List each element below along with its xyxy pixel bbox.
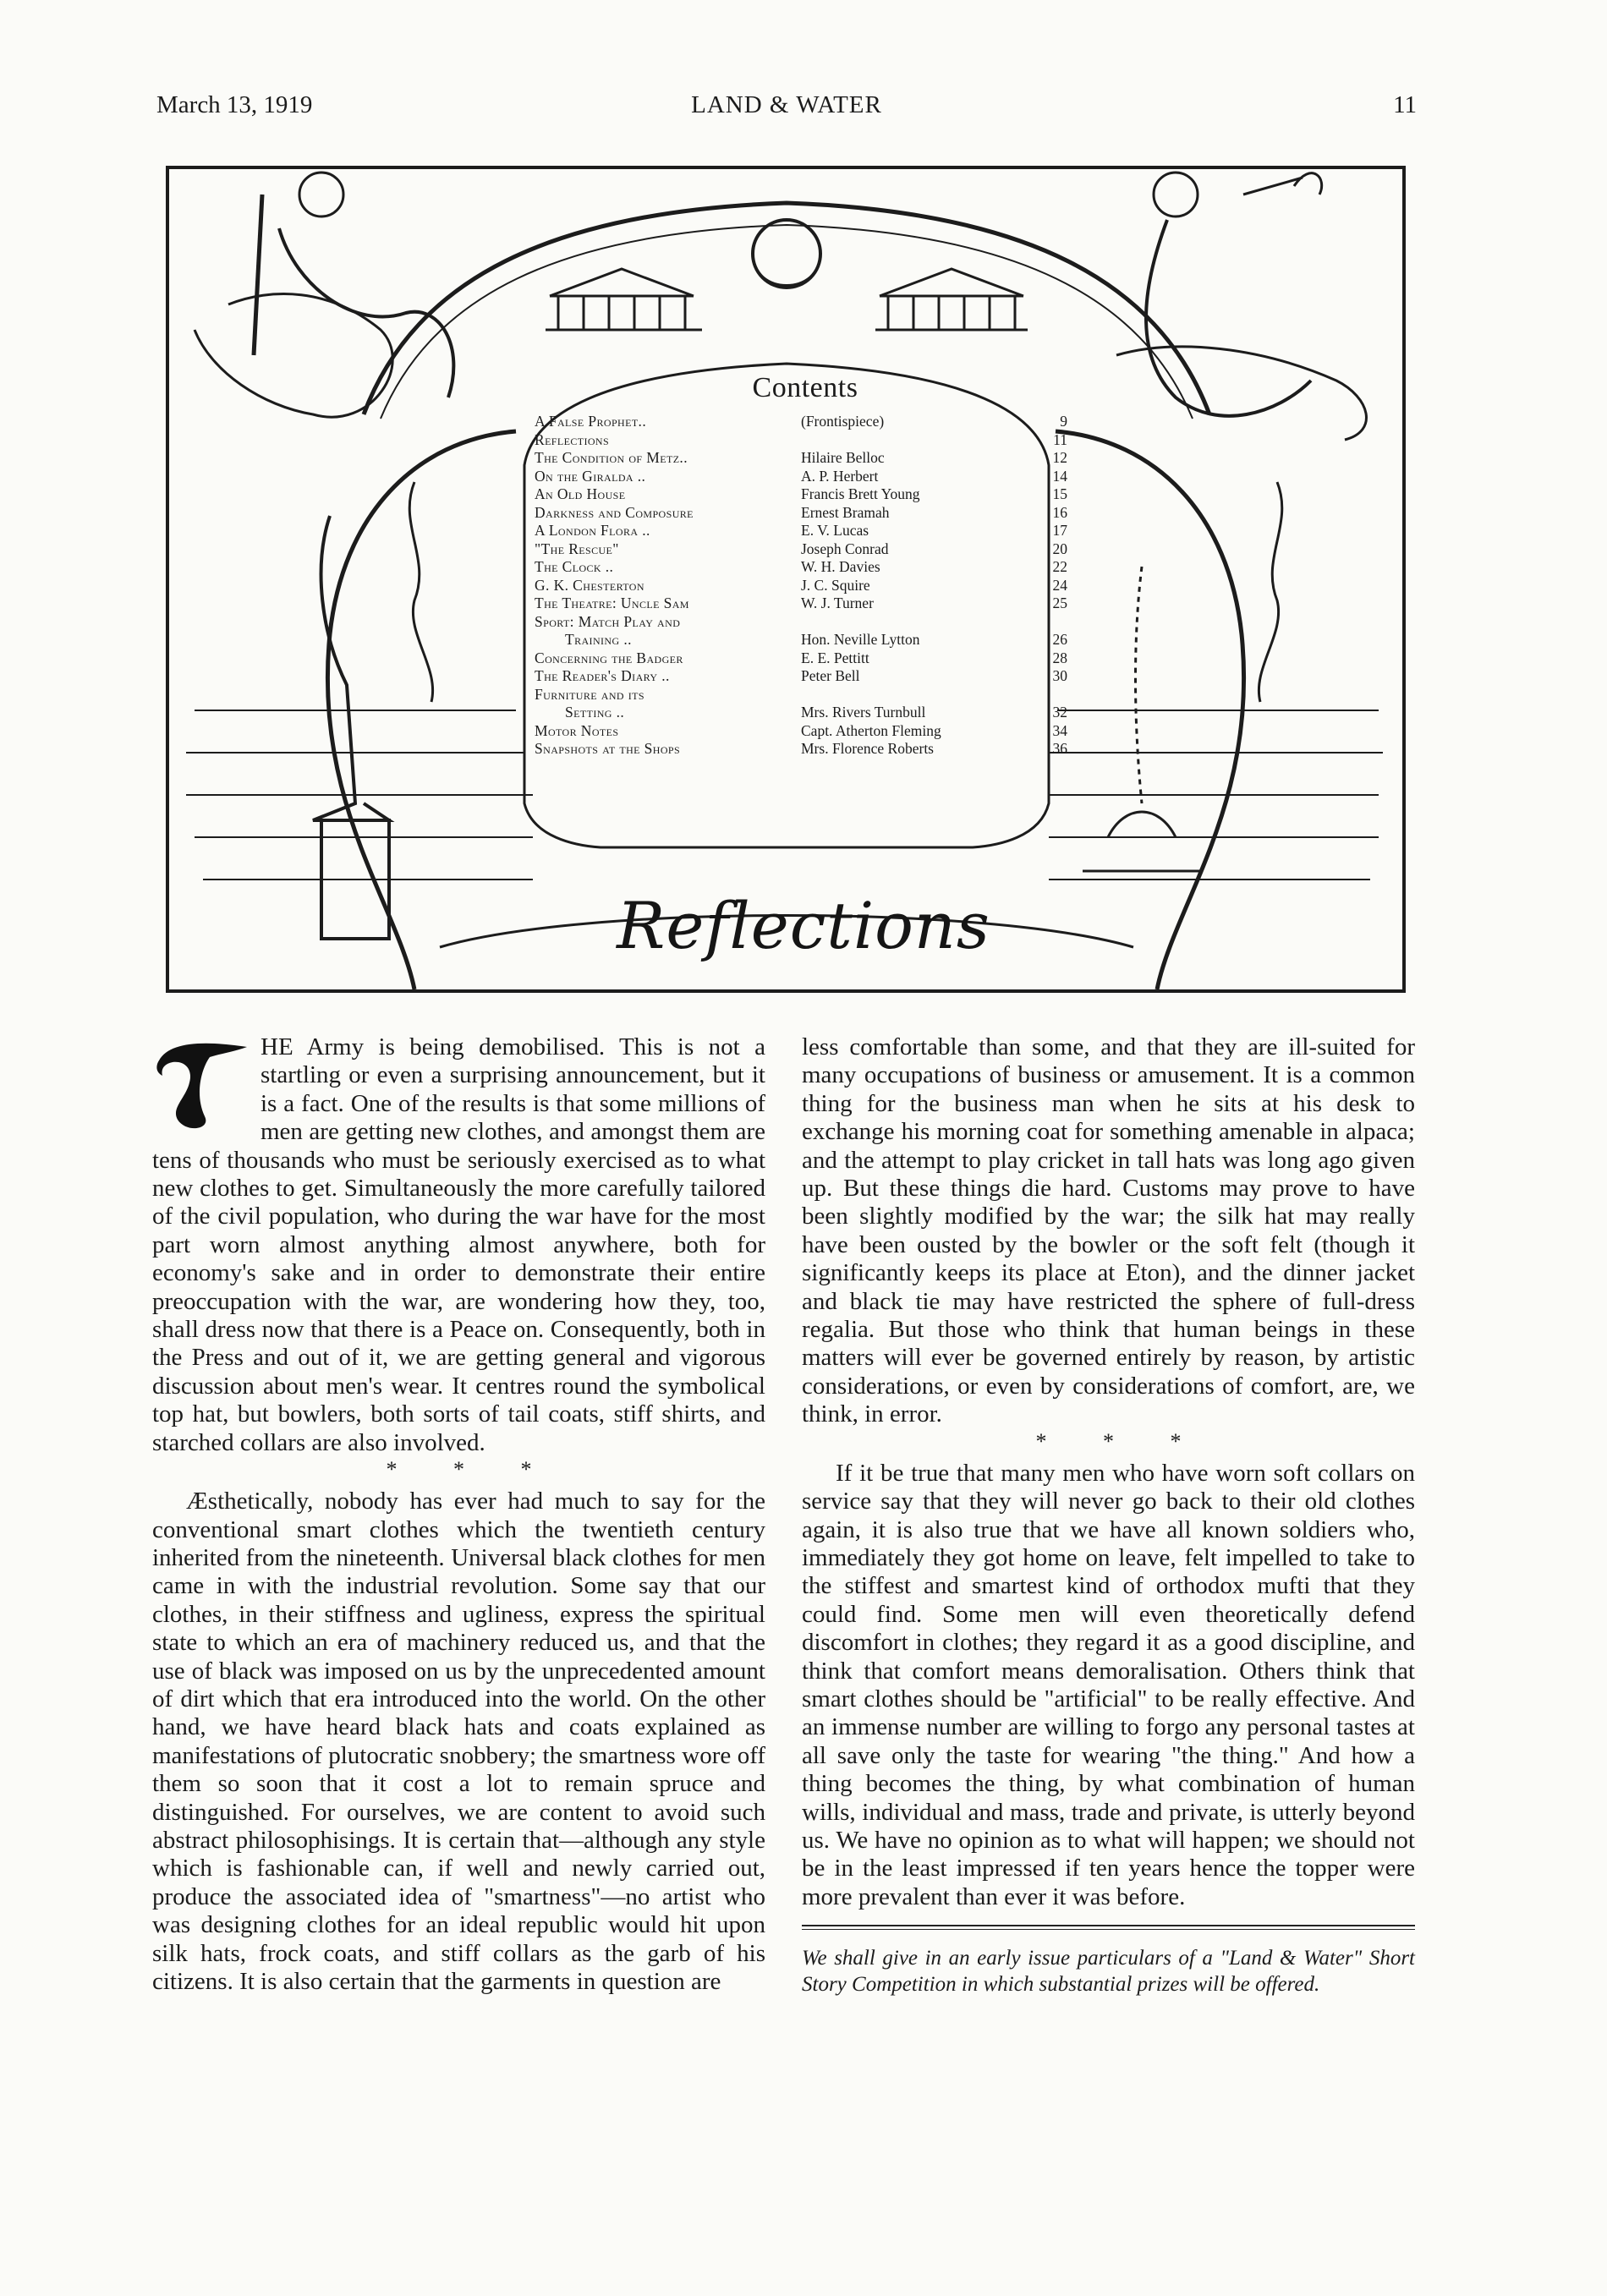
toc-list: [535, 413, 1076, 759]
toc-author: Hon. Neville Lytton: [801, 631, 920, 648]
masthead: LAND & WATER: [691, 91, 882, 118]
toc-entry[interactable]: [535, 540, 1076, 559]
article-column-right: [802, 1033, 1415, 1997]
paragraph-3: less comfortable than some, and that they are ill-suited for many occupations of business or amusement. It is a common thing for the business man when he sits at his desk to exchange his morning coat for something amenable in alpaca; and the attempt to play cricket in tall hats was long ago given up. But these things die hard. Customs may prove to have been slightly modified by the war; the silk hat may really have been ousted by the bowler or the soft felt (though it significantly keeps its place at Eton), and the dinner jacket and black tie may have restricted the sphere of full-dress regalia. But those who think that human beings in these matters will ever be governed entirely by reason, by artistic considerations, or even by considerations of comfort, are, we think, in error.: [802, 1033, 1415, 1428]
toc-entry[interactable]: [535, 704, 1076, 722]
toc-page: 34: [1052, 721, 1067, 739]
toc-page: 36: [1052, 740, 1067, 757]
paragraph-1: HE Army is being demobilised. This is not a startling or even a surprising announcement, but it is a fact. One of the results is that some millions of men are getting new clothes, and amongst them are tens of thousands who must be seriously exercised as to what new clothes to get. Simultaneously the more carefully tailored of the civil population, who during the war have for the most part worn almost anything almost anywhere, both for economy's sake and in order to demonstrate their entire preoccupation with the war, are wondering how they, too, shall dress now that there is a Peace on. Consequently, both in the Press and out of it, we are getting general and vigorous discussion about men's wear. It centres round the symbolical top hat, but bowlers, both sorts of tail coats, stiff shirts, and starched collars are also involved.: [152, 1033, 765, 1456]
toc-entry[interactable]: [535, 686, 1076, 704]
toc-title: Motor Notes: [535, 721, 619, 739]
toc-page: 26: [1052, 631, 1067, 648]
toc-page: 22: [1052, 558, 1067, 575]
toc-page: 24: [1052, 576, 1067, 594]
toc-page: 30: [1052, 667, 1067, 684]
toc-author: Hilaire Belloc: [801, 449, 885, 466]
toc-page: 12: [1052, 449, 1067, 466]
toc-author: Joseph Conrad: [801, 540, 889, 557]
toc-page: 16: [1052, 503, 1067, 521]
toc-entry[interactable]: [535, 722, 1076, 741]
toc-title: Furniture and its: [535, 685, 644, 703]
toc-entry[interactable]: [535, 558, 1076, 577]
toc-title: Snapshots at the Shops: [535, 740, 681, 757]
toc-author: E. E. Pettitt: [801, 649, 869, 666]
toc-entry[interactable]: [535, 522, 1076, 540]
toc-title: An Old House: [535, 485, 626, 502]
toc-page: 25: [1052, 595, 1067, 611]
toc-title: "The Rescue": [535, 540, 619, 557]
issue-date: March 13, 1919: [156, 91, 313, 118]
page-header: [156, 91, 1417, 125]
section-divider-stars: * * *: [1035, 1428, 1182, 1454]
paragraph-2: Æsthetically, nobody has ever had much to say for the conventional smart clothes which the twentieth century inherited from the nineteenth. Universal black clothes for men came in with the industrial revolution. Some say that our clothes, in their stiffness and ugliness, express the spiritual state to which an era of machinery reduced us, and that the use of black was imposed on us by the unprecedented amount of dirt which that era introduced into the world. On the other hand, we have heard black hats and coats explained as manifestations of plutocratic snobbery; the smartness wore off them so soon that it cost a lot to remain spruce and distinguished. For ourselves, we are content to avoid such abstract philosophisings. It is certain that—although any style which is fashionable can, if well and newly carried out, produce the associated idea of "smartness"—no artist who was designing clothes for an ideal republic would hit upon silk hats, frock coats, and stiff collars as the garb of his citizens. It is also certain that the garments in question are: [152, 1488, 765, 1995]
toc-page: 14: [1052, 467, 1067, 485]
toc-author: (Frontispiece): [801, 413, 885, 430]
toc-entry[interactable]: [535, 413, 1076, 431]
toc-title: Setting ..: [565, 704, 625, 721]
toc-title: G. K. Chesterton: [535, 576, 644, 594]
toc-page: 17: [1052, 522, 1067, 539]
toc-title: The Clock ..: [535, 558, 614, 575]
toc-entry[interactable]: [535, 468, 1076, 486]
paragraph-4: If it be true that many men who have worn soft collars on service say that they will never go back to their old clothes again, it is also true that we have all known soldiers who, immediately they got home on leave, felt impelled to take to the stiffest and smartest kind of orthodox mufti that they could find. Some men will even theoretically defend discomfort in clothes; they regard it as a good discipline, and think that comfort means demoralisation. Others think that smart clothes should be "artificial" to be really effective. And an immense number are willing to forgo any personal tastes at all save only the taste for wearing "the thing." And how a thing becomes the thing, by what combination of human wills, individual and mass, trade and private, is utterly beyond us. We have no opinion as to what will happen; we should not be in the least impressed if ten years hence the topper were more prevalent than ever it was before.: [802, 1459, 1415, 1910]
toc-author: Peter Bell: [801, 667, 860, 684]
contents-title: Contents: [752, 372, 858, 403]
toc-title: The Condition of Metz..: [535, 449, 688, 466]
toc-page: 15: [1052, 485, 1067, 502]
article-column-left: [152, 1033, 765, 1996]
toc-author: Capt. Atherton Fleming: [801, 721, 941, 739]
toc-title: Reflections: [535, 430, 610, 448]
toc-entry[interactable]: [535, 631, 1076, 649]
toc-entry[interactable]: [535, 649, 1076, 668]
toc-page: 20: [1052, 540, 1067, 557]
toc-entry[interactable]: [535, 595, 1076, 613]
toc-title: Training ..: [565, 631, 632, 648]
contents-panel: [535, 372, 1076, 795]
toc-author: Mrs. Florence Roberts: [801, 740, 934, 757]
toc-page: 28: [1052, 649, 1067, 666]
toc-entry[interactable]: [535, 431, 1076, 450]
toc-author: E. V. Lucas: [801, 522, 869, 539]
toc-title: Concerning the Badger: [535, 649, 683, 666]
toc-author: J. C. Squire: [801, 576, 870, 594]
toc-entry[interactable]: [535, 449, 1076, 468]
toc-page: 11: [1053, 430, 1067, 448]
toc-author: W. H. Davies: [801, 558, 880, 575]
toc-title: Sport: Match Play and: [535, 612, 681, 630]
toc-entry[interactable]: [535, 667, 1076, 686]
toc-page: 9: [1060, 413, 1067, 430]
toc-entry[interactable]: [535, 613, 1076, 632]
toc-title: A London Flora ..: [535, 522, 650, 539]
competition-notice: We shall give in an early issue particulars of a "Land & Water" Short Story Competition in which substantial prizes will be offered.: [802, 1947, 1415, 1997]
toc-title: The Theatre: Uncle Sam: [535, 595, 689, 611]
section-divider-stars: * * *: [386, 1457, 532, 1482]
toc-entry[interactable]: [535, 504, 1076, 523]
toc-title: Darkness and Composure: [535, 503, 694, 521]
toc-author: Francis Brett Young: [801, 485, 920, 502]
toc-author: Ernest Bramah: [801, 503, 890, 521]
toc-author: W. J. Turner: [801, 595, 874, 611]
article-title: Reflections: [617, 888, 990, 963]
page-number: 11: [1393, 91, 1417, 118]
toc-author: A. P. Herbert: [801, 467, 879, 485]
toc-title: On the Giralda ..: [535, 467, 646, 485]
ornate-drop-cap: [152, 1035, 254, 1135]
toc-author: Mrs. Rivers Turnbull: [801, 704, 926, 721]
toc-entry[interactable]: [535, 577, 1076, 595]
toc-page: 32: [1052, 704, 1067, 721]
toc-title: The Reader's Diary ..: [535, 667, 670, 684]
toc-entry[interactable]: [535, 740, 1076, 759]
toc-title: A False Prophet..: [535, 413, 647, 430]
double-rule-divider: [802, 1925, 1415, 1930]
toc-entry[interactable]: [535, 485, 1076, 504]
